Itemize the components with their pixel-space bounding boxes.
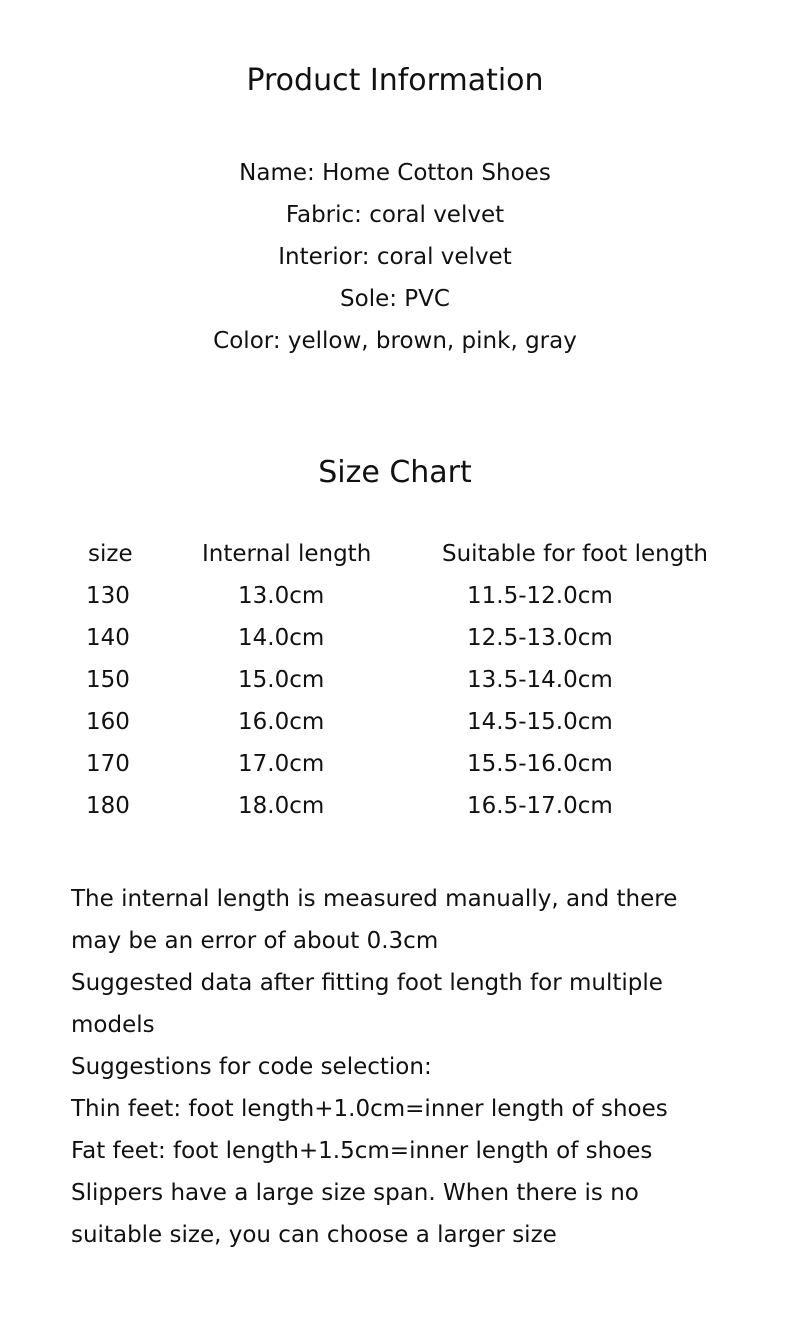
product-info-list	[0, 152, 790, 362]
cell-size: 170	[86, 751, 130, 777]
sizing-notes	[71, 878, 731, 1256]
cell-size: 140	[86, 625, 130, 651]
cell-internal-length: 17.0cm	[238, 751, 325, 777]
cell-foot-length: 14.5-15.0cm	[467, 709, 613, 735]
product-info-title: Product Information	[246, 63, 544, 98]
cell-size: 180	[86, 793, 130, 819]
cell-foot-length: 12.5-13.0cm	[467, 625, 613, 651]
note-selection-heading: Suggestions for code selection:	[71, 1054, 432, 1080]
product-color: Color: yellow, brown, pink, gray	[213, 328, 577, 354]
size-chart-title: Size Chart	[318, 455, 472, 490]
cell-internal-length: 14.0cm	[238, 625, 325, 651]
table-row	[0, 701, 790, 743]
cell-internal-length: 13.0cm	[238, 583, 325, 609]
product-interior: Interior: coral velvet	[278, 244, 512, 270]
header-size: size	[88, 541, 133, 567]
cell-size: 160	[86, 709, 130, 735]
size-chart-table	[0, 533, 790, 827]
table-row	[0, 785, 790, 827]
table-row	[0, 617, 790, 659]
cell-size: 150	[86, 667, 130, 693]
cell-internal-length: 15.0cm	[238, 667, 325, 693]
table-row	[0, 575, 790, 617]
table-row	[0, 743, 790, 785]
product-fabric: Fabric: coral velvet	[285, 202, 505, 228]
cell-foot-length: 15.5-16.0cm	[467, 751, 613, 777]
note-suggested-data: Suggested data after fitting foot length for multiple models	[71, 970, 663, 1038]
product-sole: Sole: PVC	[340, 286, 450, 312]
header-foot-length: Suitable for foot length	[442, 541, 708, 567]
table-row	[0, 659, 790, 701]
cell-size: 130	[86, 583, 130, 609]
note-slippers: Slippers have a large size span. When there is no suitable size, you can choose a larger size	[71, 1180, 639, 1248]
cell-foot-length: 13.5-14.0cm	[467, 667, 613, 693]
note-thin-feet: Thin feet: foot length+1.0cm=inner length of shoes	[71, 1096, 668, 1122]
cell-internal-length: 18.0cm	[238, 793, 325, 819]
cell-internal-length: 16.0cm	[238, 709, 325, 735]
note-fat-feet: Fat feet: foot length+1.5cm=inner length of shoes	[71, 1138, 653, 1164]
note-measurement-error: The internal length is measured manually, and there may be an error of about 0.3cm	[71, 886, 678, 954]
size-chart-header-row	[0, 533, 790, 575]
product-name: Name: Home Cotton Shoes	[239, 160, 551, 186]
header-internal-length: Internal length	[202, 541, 372, 567]
cell-foot-length: 11.5-12.0cm	[467, 583, 613, 609]
cell-foot-length: 16.5-17.0cm	[467, 793, 613, 819]
